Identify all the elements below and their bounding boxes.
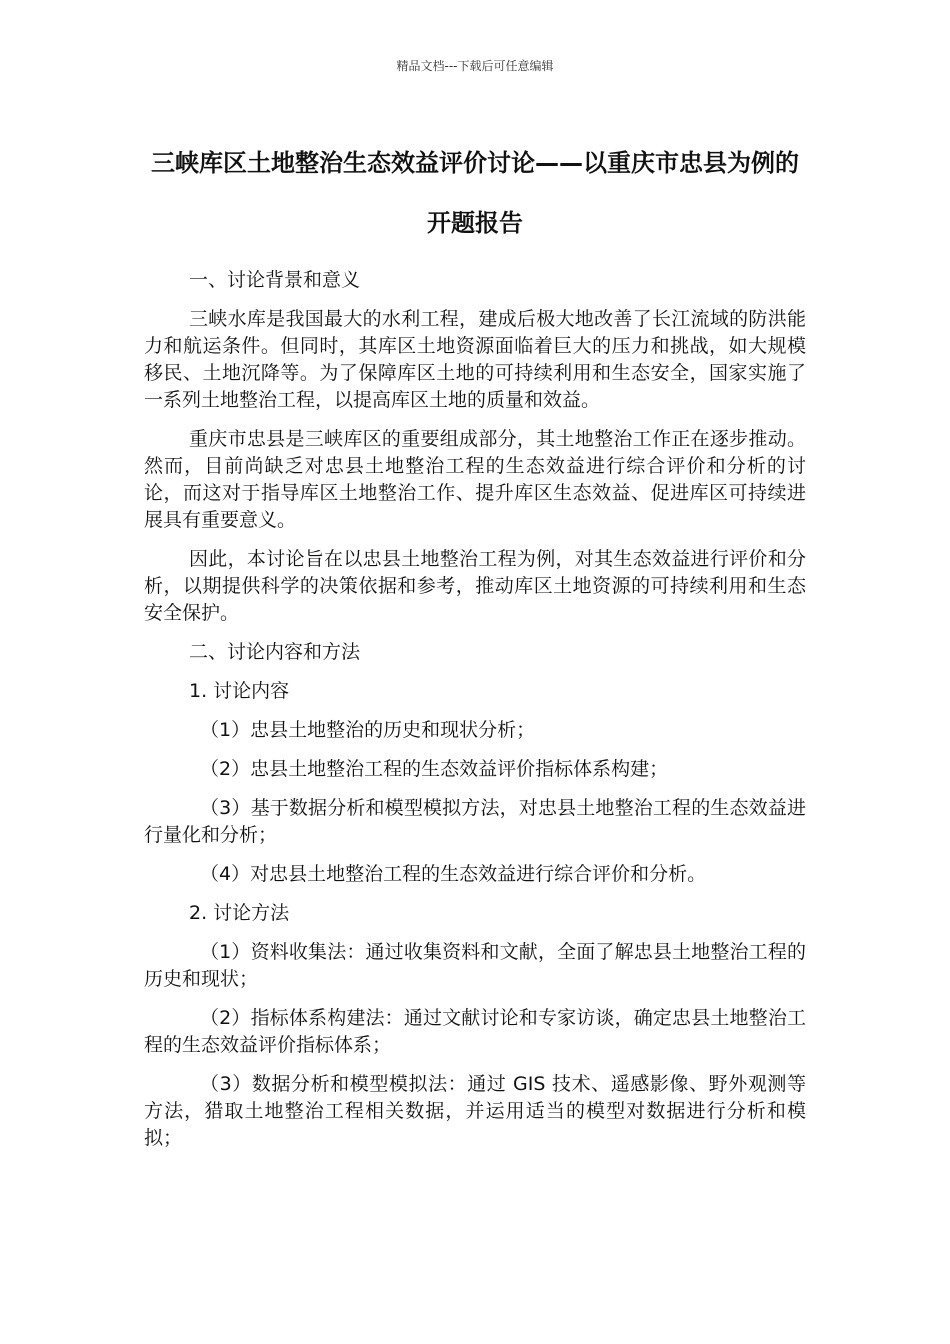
- method-item: （3）数据分析和模型模拟法：通过 GIS 技术、遥感影像、野外观测等方法，猎取土地整治工程相关数据，并运用适当的模型对数据进行分析和模拟；: [144, 1073, 806, 1149]
- section-1-heading: 一、讨论背景和意义: [189, 269, 361, 291]
- section-1-paragraph-1: 三峡水库是我国最大的水利工程，建成后极大地改善了长江流域的防洪能力和航运条件。但同时，其库区土地资源面临着巨大的压力和挑战，如大规模移民、土地沉降等。为了保障库区土地的可持续利用和生态安全，国家实施了一系列土地整治工程，以提高库区土地的质量和效益。: [144, 308, 806, 411]
- subsection-method-heading: 2. 讨论方法: [189, 902, 290, 924]
- content-item: （4）对忠县土地整治工程的生态效益进行综合评价和分析。: [200, 863, 707, 885]
- section-1-paragraph-2: 重庆市忠县是三峡库区的重要组成部分，其土地整治工作正在逐步推动。然而，目前尚缺乏对忠县土地整治工程的生态效益进行综合评价和分析的讨论，而这对于指导库区土地整治工作、提升库区生态效益、促进库区可持续进展具有重要意义。: [144, 428, 806, 531]
- section-2-heading: 二、讨论内容和方法: [189, 641, 361, 663]
- content-item: （1）忠县土地整治的历史和现状分析；: [200, 719, 536, 741]
- document-body: [144, 267, 806, 1164]
- method-item: （2）指标体系构建法：通过文献讨论和专家访谈，确定忠县土地整治工程的生态效益评价指标体系；: [144, 1007, 806, 1056]
- page-header-note: 精品文档---下载后可任意编辑: [396, 59, 554, 73]
- content-item: （3）基于数据分析和模型模拟方法，对忠县土地整治工程的生态效益进行量化和分析；: [144, 797, 806, 846]
- method-item: （1）资料收集法：通过收集资料和文献，全面了解忠县土地整治工程的历史和现状；: [144, 941, 806, 990]
- document-title: 三峡库区土地整治生态效益评价讨论——以重庆市忠县为例的开题报告: [151, 149, 799, 237]
- subsection-content-heading: 1. 讨论内容: [189, 680, 290, 702]
- content-item: （2）忠县土地整治工程的生态效益评价指标体系构建；: [200, 758, 669, 780]
- section-1-paragraph-3: 因此，本讨论旨在以忠县土地整治工程为例，对其生态效益进行评价和分析，以期提供科学的决策依据和参考，推动库区土地资源的可持续利用和生态安全保护。: [144, 548, 806, 624]
